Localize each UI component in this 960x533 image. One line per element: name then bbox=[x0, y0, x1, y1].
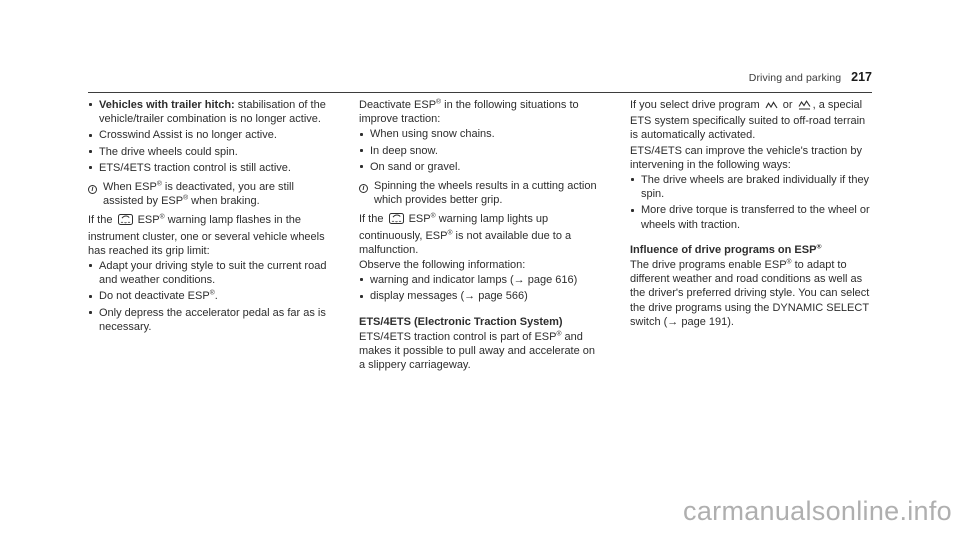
paragraph: If the ESP® warning lamp lights up continuously, ESP® is not available due to a malfunction. bbox=[359, 212, 572, 256]
list-item bbox=[88, 128, 328, 143]
list-item-text: When using snow chains. bbox=[370, 128, 495, 141]
bold-lead: Vehicles with trailer hitch: bbox=[99, 99, 235, 111]
bullet-icon bbox=[359, 289, 370, 304]
list-item-text: In deep snow. bbox=[370, 144, 438, 157]
list-item-text: The drive wheels are braked individually if they spin. bbox=[641, 174, 870, 201]
note-text: When ESP® is deactivated, you are still assisted by ESP® when braking. bbox=[103, 180, 294, 208]
bullet-icon bbox=[88, 289, 99, 304]
paragraph: ETS/4ETS can improve the vehicle's traction by intervening in the following ways: bbox=[630, 144, 862, 171]
drive-program-offroad-plus-icon bbox=[798, 100, 811, 114]
list-item-text: Do not deactivate ESP®. bbox=[99, 289, 218, 303]
list-item-text: Vehicles with trailer hitch: stabilisation of the vehicle/trailer combination is no longer active. bbox=[99, 99, 326, 126]
list-item-text: Only depress the accelerator pedal as far as is necessary. bbox=[99, 306, 326, 333]
list-item-text: Crosswind Assist is no longer active. bbox=[99, 129, 277, 142]
content-columns bbox=[88, 98, 872, 373]
list-item bbox=[88, 289, 328, 304]
paragraph: Observe the following information: bbox=[359, 259, 526, 272]
drive-program-offroad-icon bbox=[765, 100, 778, 114]
bullet-icon bbox=[359, 273, 370, 288]
bullet-icon bbox=[359, 144, 370, 159]
list-item-text: ETS/4ETS traction control is still active. bbox=[99, 161, 291, 174]
esp-warning-lamp-icon bbox=[118, 214, 133, 229]
list-item-text: display messages (→ page 566) bbox=[370, 290, 528, 303]
list-item-text: More drive torque is transferred to the wheel or wheels with traction. bbox=[641, 204, 870, 231]
list-item bbox=[630, 203, 870, 232]
bullet-icon bbox=[88, 128, 99, 143]
section-heading: Influence of drive programs on ESP® bbox=[630, 243, 822, 256]
list-item bbox=[359, 160, 599, 175]
list-item bbox=[88, 98, 328, 127]
bullet-icon bbox=[359, 160, 370, 175]
list-item bbox=[359, 273, 599, 288]
bullet-icon bbox=[88, 259, 99, 288]
paragraph: If you select drive program or , a special ETS system specifically suited to off-road terrain is automatically activated. bbox=[630, 99, 866, 142]
list-item-text: On sand or gravel. bbox=[370, 160, 461, 173]
info-icon: i bbox=[88, 185, 97, 194]
paragraph: If the ESP® warning lamp flashes in the instrument cluster, one or several vehicle wheels has reached its grip limit: bbox=[88, 213, 325, 257]
column-left bbox=[88, 98, 328, 373]
section-heading: ETS/4ETS (Electronic Traction System) bbox=[359, 315, 563, 328]
bullet-icon bbox=[88, 161, 99, 176]
paragraph: ETS/4ETS traction control is part of ESP® and makes it possible to pull away and accelerate on a slippery carriageway. bbox=[359, 330, 596, 372]
list-item-text: Adapt your driving style to suit the current road and weather conditions. bbox=[99, 260, 327, 287]
list-item bbox=[359, 144, 599, 159]
column-right bbox=[630, 98, 870, 373]
header-section-title: Driving and parking bbox=[748, 72, 842, 84]
bullet-icon bbox=[88, 98, 99, 127]
bullet-icon bbox=[88, 145, 99, 160]
paragraph: The drive programs enable ESP® to adapt to different weather and road conditions as well as the driver's preferred driving style. You can select the drive programs using the DYNAMIC SELECT switch (→ page 191). bbox=[630, 258, 870, 328]
list-item bbox=[630, 173, 870, 202]
list-item bbox=[88, 259, 328, 288]
info-icon: i bbox=[359, 184, 368, 193]
bullet-icon bbox=[630, 203, 641, 232]
note-block bbox=[88, 180, 328, 209]
bullet-icon bbox=[359, 127, 370, 142]
list-item bbox=[88, 145, 328, 160]
note-text: Spinning the wheels results in a cutting action which provides better grip. bbox=[374, 180, 597, 207]
list-item bbox=[359, 127, 599, 142]
list-item bbox=[88, 161, 328, 176]
bullet-icon bbox=[630, 173, 641, 202]
note-icon-column bbox=[88, 180, 103, 209]
list-item-text: The drive wheels could spin. bbox=[99, 145, 238, 158]
esp-warning-lamp-icon bbox=[389, 213, 404, 228]
watermark: carmanualsonline.info bbox=[683, 496, 952, 526]
list-item bbox=[88, 306, 328, 335]
note-block bbox=[359, 179, 599, 208]
paragraph: Deactivate ESP® in the following situations to improve traction: bbox=[359, 98, 579, 126]
header-page-number: 217 bbox=[851, 70, 872, 84]
list-item bbox=[359, 289, 599, 304]
list-item-text: warning and indicator lamps (→ page 616) bbox=[370, 274, 578, 287]
page-header bbox=[88, 68, 872, 93]
bullet-icon bbox=[88, 306, 99, 335]
column-middle bbox=[359, 98, 599, 373]
note-icon-column bbox=[359, 179, 374, 208]
